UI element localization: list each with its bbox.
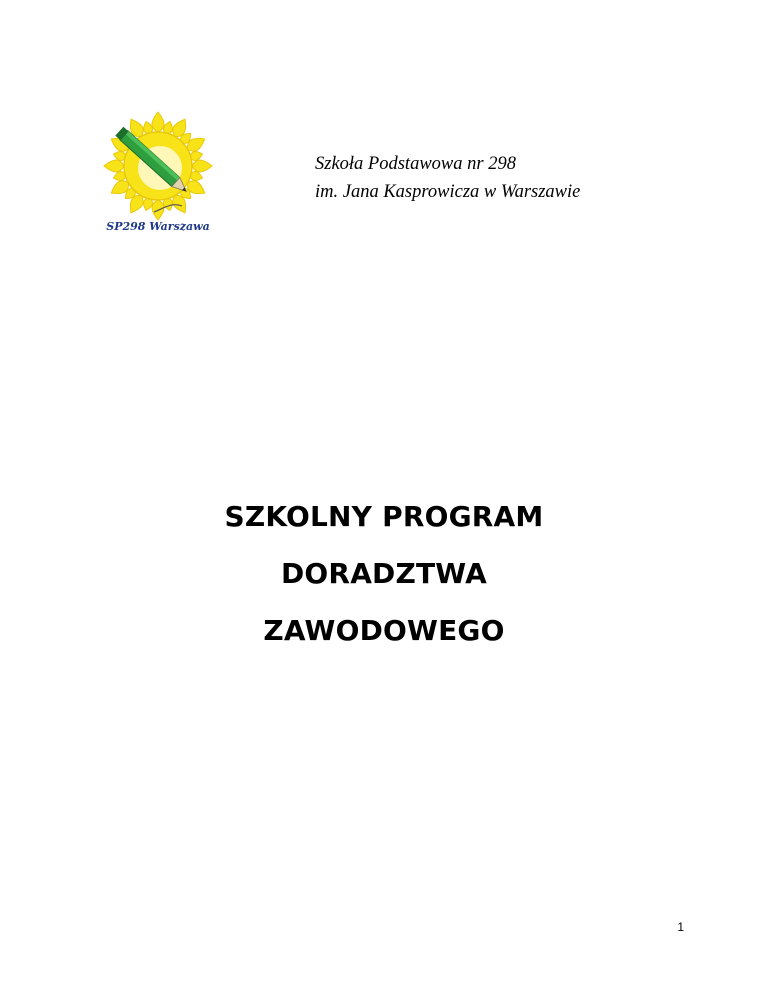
- page-number: 1: [677, 920, 684, 934]
- title-line-3: ZAWODOWEGO: [263, 614, 505, 647]
- title-line-2: DORADZTWA: [280, 557, 488, 590]
- document-title: [0, 488, 768, 659]
- logo-text: SP298 Warszawa: [106, 220, 210, 233]
- school-name: Szkoła Podstawowa nr 298: [315, 154, 516, 174]
- sun-pencil-icon: [92, 110, 224, 222]
- school-patron: im. Jana Kasprowicza w Warszawie: [315, 182, 581, 202]
- school-header: [315, 150, 580, 206]
- school-logo: [92, 110, 224, 242]
- title-line-1: SZKOLNY PROGRAM: [224, 500, 544, 533]
